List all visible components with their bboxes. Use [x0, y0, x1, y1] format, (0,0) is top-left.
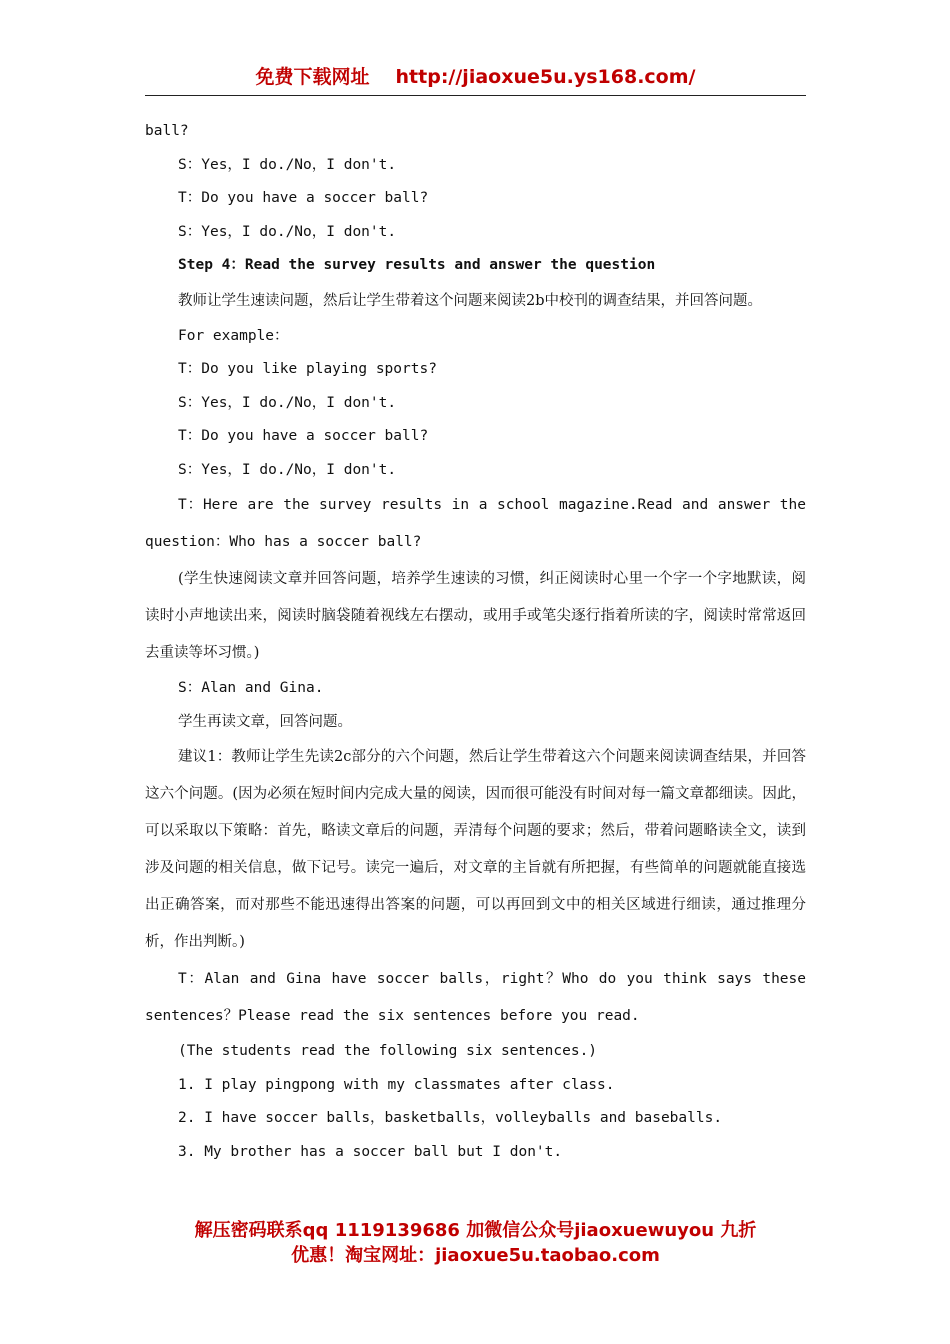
footer-line: 解压密码联系qq 1119139686 加微信公众号jiaoxuewuyou 九折 [194, 1220, 757, 1241]
dialogue-line: S：Alan and Gina. [178, 680, 324, 696]
header-banner [145, 62, 806, 89]
dialogue-line: T：Do you like playing sports? [178, 361, 437, 377]
text-line: 学生再读文章，回答问题。 [178, 713, 352, 730]
header-divider [145, 95, 806, 96]
paragraph: 教师让学生速读问题，然后让学生带着这个问题来阅读2b中校刊的调查结果，并回答问题。 [178, 292, 763, 309]
paragraph: (学生快速阅读文章并回答问题，培养学生速读的习惯，纠正阅读时心里一个字一个字地默读，阅读时小声地读出来，阅读时脑袋随着视线左右摆动，或用手或笔尖逐行指着所读的字，阅读时常常返回去重读等坏习惯。) [145, 571, 806, 661]
dialogue-line: T：Do you have a soccer ball? [178, 190, 429, 206]
dialogue-line: S：Yes，I do./No，I don't. [178, 461, 397, 478]
paragraph: 建议1：教师让学生先读2c部分的六个问题，然后让学生带着这六个问题来阅读调查结果，并回答这六个问题。(因为必须在短时间内完成大量的阅读，因而很可能没有时间对每一篇文章都细读。因此，可以采取以下策略：首先，略读文章后的问题，弄清每个问题的要求；然后，带着问题略读全文，读到涉及问题的相关信息，做下记号。读完一遍后，对文章的主旨就有所把握，有些简单的问题就能直接选出正确答案，而对那些不能迅速得出答案的问题，可以再回到文中的相关区域进行细读，通过推理分析，作出判断。) [145, 749, 806, 950]
dialogue-line: S：Yes，I do./No，I don't. [178, 394, 397, 411]
step-heading: Step 4：Read the survey results and answer the question [178, 257, 656, 273]
footer-banner [145, 1218, 806, 1268]
document-body [145, 115, 806, 1169]
list-item: 3. My brother has a soccer ball but I don't. [178, 1143, 563, 1160]
dialogue-line: S：Yes，I do./No，I don't. [178, 223, 397, 240]
footer-line: 优惠！淘宝网址：jiaoxue5u.taobao.com [291, 1245, 660, 1266]
list-item: 2. I have soccer balls，basketballs，volleyballs and baseballs. [178, 1110, 723, 1126]
header-label: 免费下载网址 [255, 66, 370, 88]
dialogue-line: T：Do you have a soccer ball? [178, 428, 429, 444]
list-item: 1. I play pingpong with my classmates after class. [178, 1076, 615, 1093]
text-line: (The students read the following six sentences.) [178, 1043, 598, 1059]
dialogue-paragraph: T：Here are the survey results in a school magazine.Read and answer the question：Who has a soccer ball? [145, 497, 806, 550]
text-line: For example： [178, 327, 289, 344]
dialogue-line: S：Yes，I do./No，I don't. [178, 156, 397, 173]
text-line: ball? [145, 123, 189, 139]
header-url-link[interactable]: http://jiaoxue5u.ys168.com/ [395, 66, 696, 88]
dialogue-paragraph: T：Alan and Gina have soccer balls，right？Who do you think says these sentences？Please read the six sentences before you read. [145, 971, 806, 1024]
